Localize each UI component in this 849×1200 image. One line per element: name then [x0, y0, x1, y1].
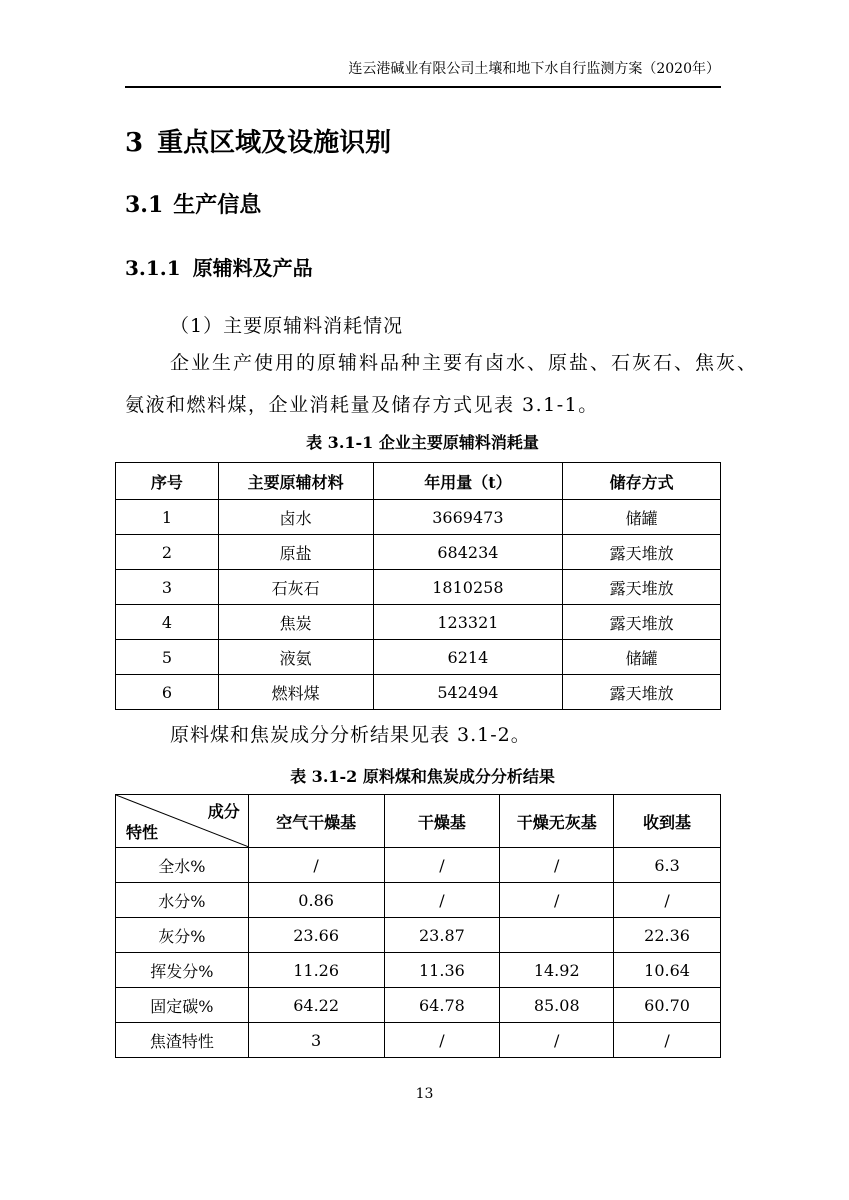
table-header-cell: 空气干燥基 — [248, 795, 384, 848]
table-cell: 64.22 — [248, 988, 384, 1023]
page-number: 13 — [415, 1086, 434, 1102]
table-cell: 固定碳% — [116, 988, 249, 1023]
table-cell: 焦炭 — [218, 605, 373, 640]
table-cell: 3669473 — [373, 500, 563, 535]
table-cell: 挥发分% — [116, 953, 249, 988]
table-cell — [500, 918, 614, 953]
intro-paragraph-line2: 氨液和燃料煤，企业消耗量及储存方式见表 3.1-1。 — [125, 394, 599, 416]
table-cell: 3 — [116, 570, 219, 605]
diagonal-header-cell — [116, 795, 249, 848]
table-cell: 5 — [116, 640, 219, 675]
table-cell: 0.86 — [248, 883, 384, 918]
table-cell: 85.08 — [500, 988, 614, 1023]
corner-label-property: 特性 — [126, 823, 159, 842]
table-row — [116, 883, 721, 918]
table2-intro-paragraph: 原料煤和焦炭成分分析结果见表 3.1-2。 — [170, 724, 531, 746]
table-cell: 露天堆放 — [563, 570, 721, 605]
table-cell: 22.36 — [614, 918, 721, 953]
table-cell: 卤水 — [218, 500, 373, 535]
table-cell: 10.64 — [614, 953, 721, 988]
table-row — [116, 953, 721, 988]
table-cell: 灰分% — [116, 918, 249, 953]
table-row — [116, 500, 721, 535]
subsubsection-title: 原辅料及产品 — [192, 256, 313, 280]
table-cell: 23.87 — [384, 918, 500, 953]
table-header-cell: 主要原辅材料 — [218, 463, 373, 500]
table-cell: 6214 — [373, 640, 563, 675]
table-cell: 原盐 — [218, 535, 373, 570]
table-cell: 2 — [116, 535, 219, 570]
subsection-heading — [125, 188, 261, 219]
table-cell: / — [614, 883, 721, 918]
table-row — [116, 570, 721, 605]
table-row — [116, 918, 721, 953]
table-cell: 542494 — [373, 675, 563, 710]
table-cell: 储罐 — [563, 640, 721, 675]
table-header-cell: 年用量（t） — [373, 463, 563, 500]
section-heading — [125, 122, 391, 159]
table-row — [116, 535, 721, 570]
table-cell: 露天堆放 — [563, 605, 721, 640]
section-title: 重点区域及设施识别 — [157, 128, 392, 158]
coal-composition-table — [115, 794, 721, 1058]
section-number: 3 — [125, 128, 144, 158]
table-row — [116, 605, 721, 640]
table-row — [116, 988, 721, 1023]
table-cell: 1810258 — [373, 570, 563, 605]
table-cell: / — [248, 848, 384, 883]
table-header-row — [116, 795, 721, 848]
table-cell: 64.78 — [384, 988, 500, 1023]
table-header-cell: 储存方式 — [563, 463, 721, 500]
table-cell: 1 — [116, 500, 219, 535]
table-cell: 23.66 — [248, 918, 384, 953]
table-header-cell: 干燥基 — [384, 795, 500, 848]
table-cell: 14.92 — [500, 953, 614, 988]
table-row — [116, 675, 721, 710]
table-cell: 露天堆放 — [563, 535, 721, 570]
corner-label-composition: 成分 — [207, 802, 240, 821]
running-header: 连云港碱业有限公司土壤和地下水自行监测方案（2020年） — [348, 61, 720, 77]
table-cell: / — [384, 848, 500, 883]
table-cell: 液氨 — [218, 640, 373, 675]
table-header-cell: 序号 — [116, 463, 219, 500]
table-row — [116, 640, 721, 675]
table-cell: 全水% — [116, 848, 249, 883]
table-cell: / — [614, 1023, 721, 1058]
table-cell: / — [500, 883, 614, 918]
table-cell: 6.3 — [614, 848, 721, 883]
table-header-cell: 干燥无灰基 — [500, 795, 614, 848]
table-cell: 11.36 — [384, 953, 500, 988]
table-cell: 123321 — [373, 605, 563, 640]
table-header-row — [116, 463, 721, 500]
table-cell: 11.26 — [248, 953, 384, 988]
table-header-cell: 收到基 — [614, 795, 721, 848]
table-row — [116, 1023, 721, 1058]
table-cell: 燃料煤 — [218, 675, 373, 710]
table-cell: 4 — [116, 605, 219, 640]
table-cell: / — [384, 1023, 500, 1058]
table-cell: 684234 — [373, 535, 563, 570]
intro-paragraph-line1: 企业生产使用的原辅料品种主要有卤水、原盐、石灰石、焦灰、 — [170, 352, 759, 374]
table-cell: 焦渣特性 — [116, 1023, 249, 1058]
table-cell: 石灰石 — [218, 570, 373, 605]
table-cell: / — [500, 848, 614, 883]
table-cell: 3 — [248, 1023, 384, 1058]
header-divider — [125, 86, 721, 88]
raw-material-table — [115, 462, 721, 710]
table-cell: 储罐 — [563, 500, 721, 535]
item-heading: （1）主要原辅料消耗情况 — [170, 315, 404, 337]
table-cell: 水分% — [116, 883, 249, 918]
table-cell: 露天堆放 — [563, 675, 721, 710]
table1-caption: 表 3.1-1 企业主要原辅料消耗量 — [306, 433, 539, 452]
table-cell: 6 — [116, 675, 219, 710]
subsection-title: 生产信息 — [173, 192, 262, 218]
subsubsection-heading — [125, 252, 313, 281]
table-cell: 60.70 — [614, 988, 721, 1023]
table-cell: / — [384, 883, 500, 918]
table2-caption: 表 3.1-2 原料煤和焦炭成分分析结果 — [290, 767, 555, 786]
table-cell: / — [500, 1023, 614, 1058]
subsubsection-number: 3.1.1 — [125, 256, 181, 280]
table-row — [116, 848, 721, 883]
subsection-number: 3.1 — [125, 192, 164, 218]
